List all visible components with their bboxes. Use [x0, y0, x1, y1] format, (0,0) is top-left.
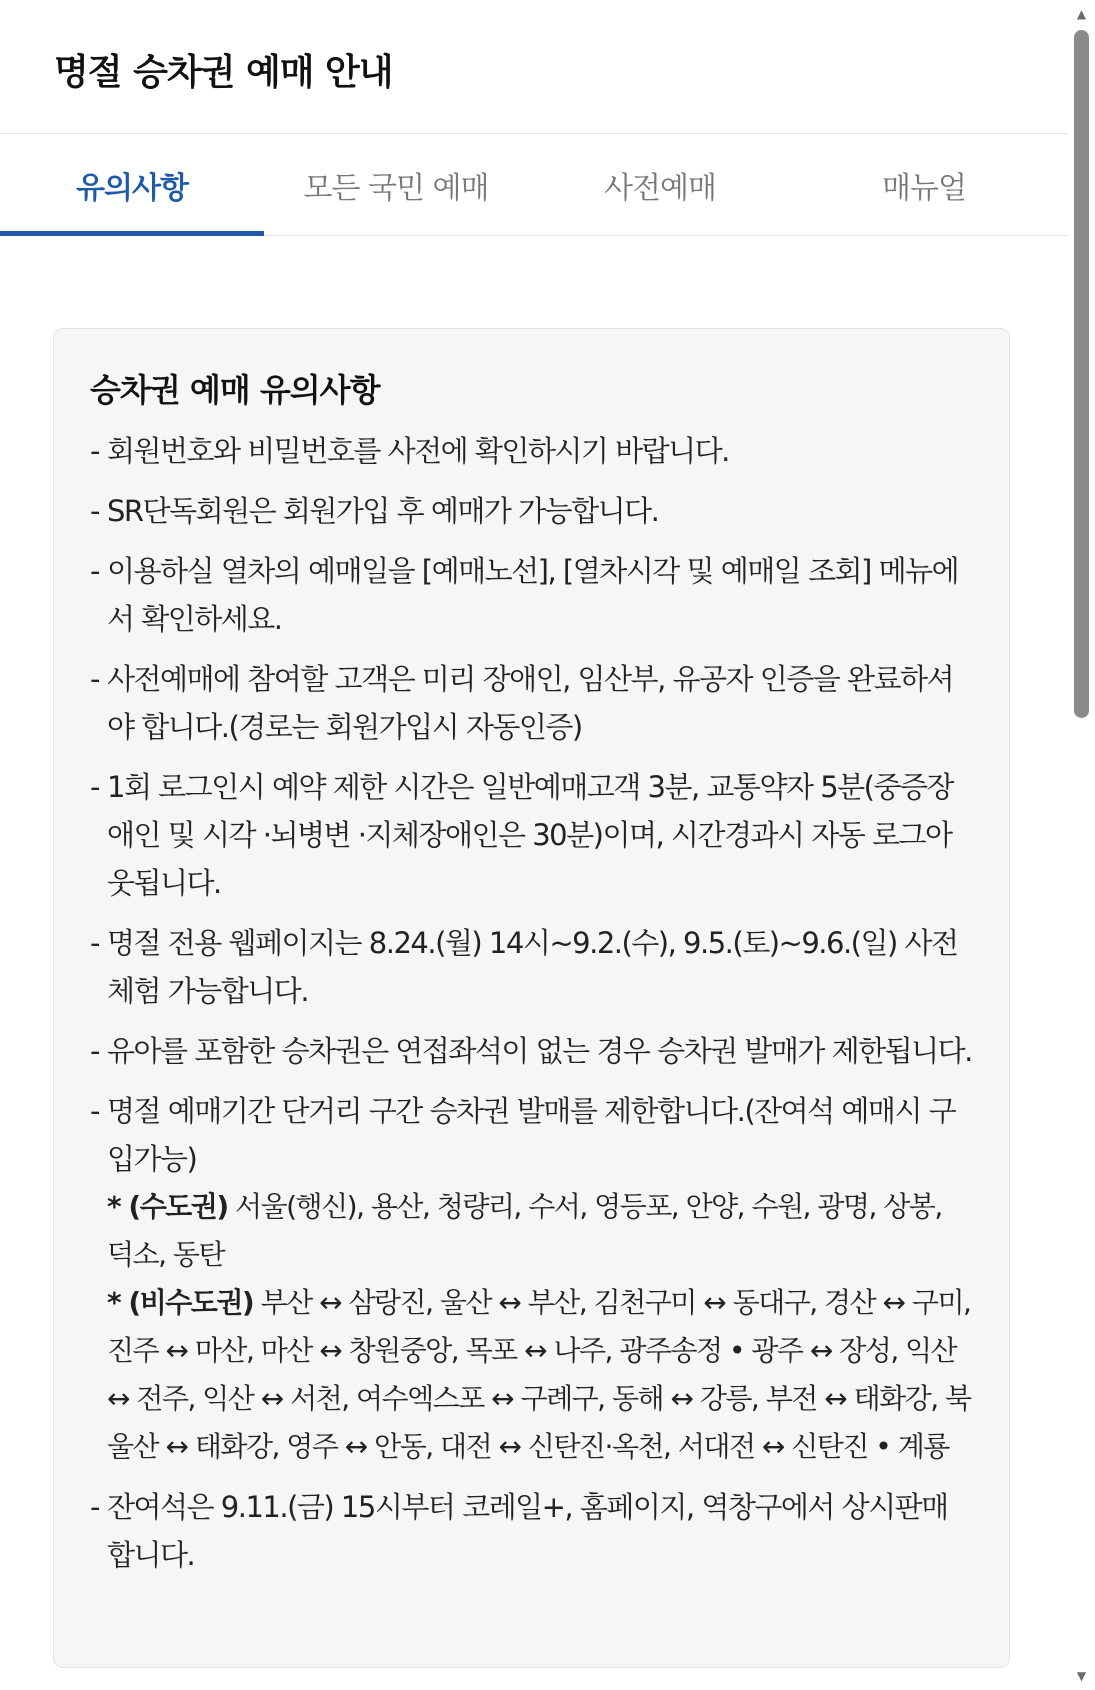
notice-box	[53, 328, 1010, 1668]
tab-bar	[0, 134, 1067, 236]
scrollbar-thumb[interactable]	[1074, 30, 1089, 718]
notice-item: - 회원번호와 비밀번호를 사전에 확인하시기 바랍니다.	[90, 427, 973, 475]
page-header	[0, 0, 1067, 134]
page-title: 명절 승차권 예매 안내	[54, 52, 393, 93]
notice-list	[90, 427, 973, 1579]
vertical-scrollbar[interactable]	[1068, 0, 1095, 1690]
capital-area-label: * (수도권)	[107, 1190, 228, 1223]
tab-all-citizens-booking[interactable]: 모든 국민 예매	[303, 170, 489, 206]
notice-item: - 유아를 포함한 승차권은 연접좌석이 없는 경우 승차권 발매가 제한됩니다.	[90, 1027, 973, 1075]
notice-title: 승차권 예매 유의사항	[90, 371, 380, 409]
notice-item-text: 명절 예매기간 단거리 구간 승차권 발매를 제한합니다.(잔여석 예매시 구입가능)	[107, 1094, 956, 1176]
non-capital-area-label: * (비수도권)	[107, 1286, 254, 1319]
scroll-down-arrow-icon[interactable]: ▼	[1076, 1669, 1087, 1683]
capital-area-text: 서울(행신), 용산, 청량리, 수서, 영등포, 안양, 수원, 광명, 상봉, 덕소, 동탄	[107, 1190, 942, 1271]
tab-notice[interactable]: 유의사항	[0, 134, 264, 235]
non-capital-area-sections	[107, 1279, 973, 1471]
tab-manual[interactable]: 매뉴얼	[882, 170, 966, 206]
notice-item: - 사전예매에 참여할 고객은 미리 장애인, 임산부, 유공자 인증을 완료하셔야 합니다.(경로는 회원가입시 자동인증)	[90, 655, 973, 751]
notice-item: - 명절 전용 웹페이지는 8.24.(월) 14시~9.2.(수), 9.5.(토)~9.6.(일) 사전체험 가능합니다.	[90, 919, 973, 1015]
tab-pre-booking[interactable]: 사전예매	[604, 170, 716, 206]
notice-item-short-distance	[90, 1087, 973, 1471]
notice-item: - SR단독회원은 회원가입 후 예매가 가능합니다.	[90, 487, 973, 535]
notice-item: - 1회 로그인시 예약 제한 시간은 일반예매고객 3분, 교통약자 5분(중증장애인 및 시각 ·뇌병변 ·지체장애인은 30분)이며, 시간경과시 자동 로그아웃됩니다.	[90, 763, 973, 907]
non-capital-area-text: 부산 ↔ 삼랑진, 울산 ↔ 부산, 김천구미 ↔ 동대구, 경산 ↔ 구미, 진주 ↔ 마산, 마산 ↔ 창원중앙, 목포 ↔ 나주, 광주송정 • 광주 ↔ 장성, 익산 ↔ 전주, 익산 ↔ 서천, 여수엑스포 ↔ 구례구, 동해 ↔ 강릉, 부전 ↔ 태화강, 북울산 ↔ 태화강, 영주 ↔ 안동, 대전 ↔ 신탄진·옥천, 서대전 ↔ 신탄진 • 계룡	[107, 1286, 971, 1463]
scroll-up-arrow-icon[interactable]: ▲	[1076, 7, 1087, 21]
notice-item: - 이용하실 열차의 예매일을 [예매노선], [열차시각 및 예매일 조회] 메뉴에서 확인하세요.	[90, 547, 973, 643]
capital-area-stations	[107, 1183, 973, 1279]
notice-item: - 잔여석은 9.11.(금) 15시부터 코레일+, 홈페이지, 역창구에서 상시판매합니다.	[90, 1483, 973, 1579]
